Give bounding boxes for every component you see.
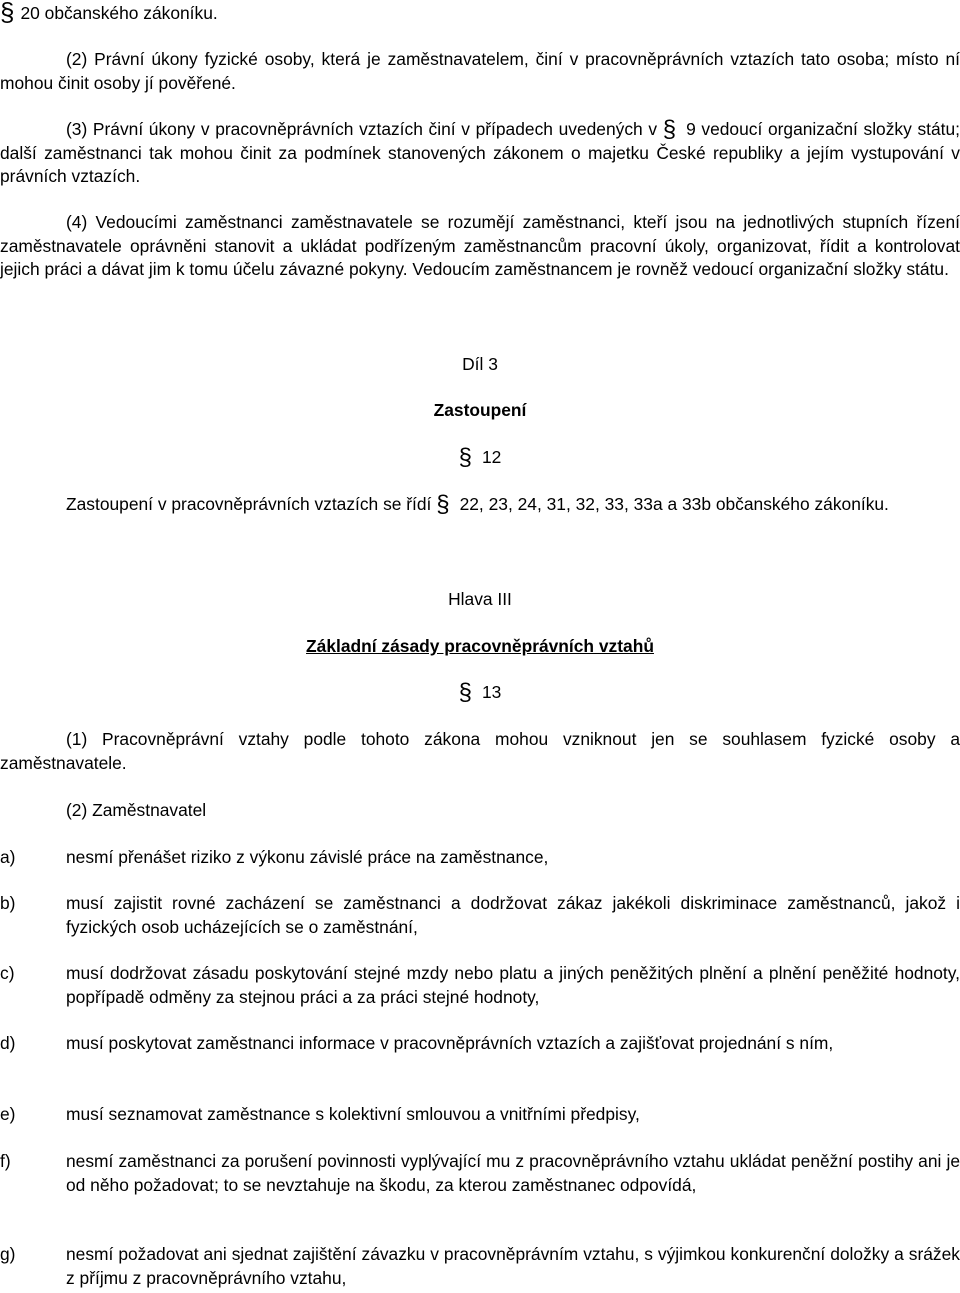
section-heading-12: § 12 <box>458 444 502 471</box>
section-13-paragraph-1: (1) Pracovněprávní vztahy podle tohoto zákona mohou vzniknout jen se souhlasem fyzické osoby a zaměstnavatele. <box>0 729 960 773</box>
list-item-label: a) <box>0 847 16 867</box>
list-item-text: nesmí přenášet riziko z výkonu závislé práce na zaměstnance, <box>66 847 549 867</box>
chapter-heading: Hlava III <box>448 589 512 609</box>
paragraph-3: (3) Právní úkony v pracovněprávních vztazích činí v případech uvedených v § 9 vedoucí organizační složky státu; další zaměstnanci tak mohou činit za podmínek stanovených zákonem o majetku České republiky a jejím vystupování v právních vztazích. <box>0 116 960 186</box>
paragraph-fragment: § 20 občanského zákoníku. <box>0 1 960 26</box>
list-item-text: musí zajistit rovné zacházení se zaměstnanci a dodržovat zákaz jakékoli diskriminace zaměstnanců, jakož i fyzických osob ucházejících se o zaměstnání, <box>66 893 960 937</box>
section-12-text: Zastoupení v pracovněprávních vztazích se řídí § 22, 23, 24, 31, 32, 33, 33a a 33b občanského zákoníku. <box>66 491 889 518</box>
part-title: Zastoupení <box>433 400 527 420</box>
list-item-label: e) <box>0 1104 16 1124</box>
list-item-label: c) <box>0 963 15 983</box>
list-item-label: d) <box>0 1033 16 1053</box>
list-item <box>0 892 960 939</box>
chapter-title: Základní zásady pracovněprávních vztahů <box>306 636 654 656</box>
section-sign: § <box>436 491 450 518</box>
part-heading: Díl 3 <box>462 354 498 374</box>
list-item <box>0 1103 960 1127</box>
section-sign: § <box>662 116 677 143</box>
section-heading-13: § 13 <box>458 679 502 706</box>
list-item-text: nesmí zaměstnanci za porušení povinnosti vyplývající mu z pracovněprávního vztahu ukládat peněžní postihy ani je od něho požadovat; to se nevztahuje na škodu, za kterou zaměstnanec odpovídá, <box>66 1151 960 1195</box>
section-sign: § <box>458 679 472 706</box>
paragraph-2: (2) Právní úkony fyzické osoby, která je zaměstnavatelem, činí v pracovněprávních vztazích tato osoba; místo ní mohou činit osoby jí pověřené. <box>0 49 960 93</box>
list-item-label: b) <box>0 893 16 913</box>
list-item <box>0 1150 960 1197</box>
list-item-label: g) <box>0 1244 16 1264</box>
paragraph-4: (4) Vedoucími zaměstnanci zaměstnavatele se rozumějí zaměstnanci, kteří jsou na jednotlivých stupních řízení zaměstnavatele oprávněni stanovit a ukládat podřízeným zaměstnancům pracovní úkoly, organizovat, řídit a kontrolovat jejich práci a dávat jim k tomu účelu závazné pokyny. Vedoucím zaměstnancem je rovněž vedoucí organizační složky státu. <box>0 212 960 279</box>
section-13-paragraph-2: (2) Zaměstnavatel <box>66 800 207 820</box>
list-item <box>0 846 960 870</box>
list-item-text: musí dodržovat zásadu poskytování stejné mzdy nebo platu a jiných peněžitých plnění a plnění peněžité hodnoty, popřípadě odměny za stejnou práci a za práci stejné hodnoty, <box>66 963 960 1007</box>
section-sign: § <box>0 0 15 27</box>
list-item-text: musí poskytovat zaměstnanci informace v pracovněprávních vztazích a zajišťovat projednání s ním, <box>66 1033 834 1053</box>
list-item-text: musí seznamovat zaměstnance s kolektivní smlouvou a vnitřními předpisy, <box>66 1104 640 1124</box>
list-item <box>0 1032 960 1056</box>
section-sign: § <box>458 444 472 471</box>
list-item <box>0 1243 960 1290</box>
list-item-text: nesmí požadovat ani sjednat zajištění závazku v pracovněprávním vztahu, s výjimkou konkurenční doložky a srážek z příjmu z pracovněprávního vztahu, <box>66 1244 960 1288</box>
list-item-label: f) <box>0 1151 11 1171</box>
list-item <box>0 962 960 1009</box>
